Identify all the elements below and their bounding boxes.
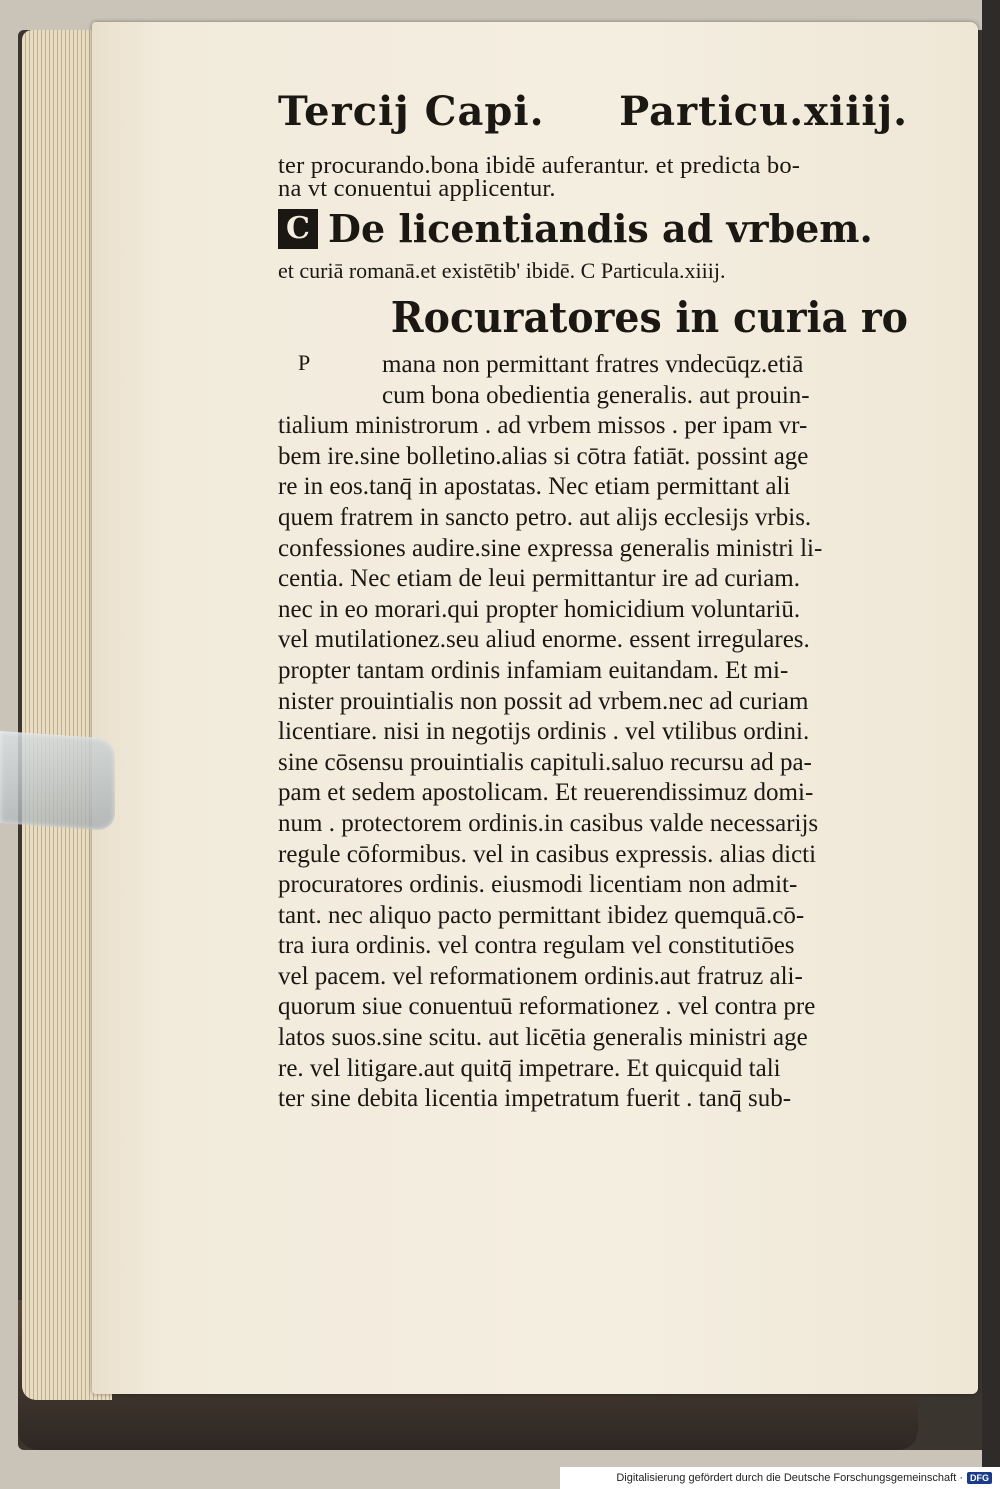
body-line: sine cōsensu prouintialis capituli.saluo recursu ad pa-	[278, 748, 812, 776]
section-heading	[278, 202, 908, 256]
opening-line: Rocuratores in curia ro	[390, 293, 908, 342]
page-text	[278, 88, 908, 1115]
body-line: latos suos.sine scitu. aut licētia generalis ministri age	[278, 1024, 808, 1052]
body-line: pam et sedem apostolicam. Et reuerendissimuz domi-	[278, 779, 814, 807]
body-line: nec in eo morari.qui propter homicidium voluntariū.	[278, 595, 801, 623]
body-line: vel pacem. vel reformationem ordinis.aut fratruz ali-	[278, 962, 803, 990]
body-line: nister prouintialis non possit ad vrbem.nec ad curiam	[278, 687, 809, 715]
body-line: quem fratrem in sancto petro. aut alijs ecclesijs vrbis.	[278, 503, 812, 531]
section-title: De licentiandis ad vrbem.	[328, 206, 873, 251]
intro-line-2: na vt conuentui applicentur.	[278, 175, 556, 202]
initial-letter: P	[298, 350, 311, 375]
body-line: regule cōformibus. vel in casibus expressis. alias dicti	[278, 840, 817, 868]
body-line: procuratores ordinis. eiusmodi licentiam non admit-	[278, 871, 798, 899]
body-line: tant. nec aliquo pacto permittant ibidez quemquā.cō-	[278, 901, 805, 929]
funding-footer	[560, 1467, 1000, 1489]
body-line: centia. Nec etiam de leui permittantur ire ad curiam.	[278, 565, 800, 593]
section-subtitle: et curiā romanā.et existētib' ibidē. C Particula.xiiij.	[278, 258, 726, 283]
body-text	[278, 350, 908, 1115]
body-line: licentiare. nisi in negotijs ordinis . vel vtilibus ordini.	[278, 718, 810, 746]
body-line: ter sine debita licentia impetratum fuerit . tanq̄ sub-	[278, 1085, 792, 1113]
body-line: quorum siue conuentuū reformationez . vel contra pre	[278, 993, 816, 1021]
body-line: bem ire.sine bolletino.alias si cōtra fatiāt. possint age	[278, 442, 809, 470]
body-line: tra iura ordinis. vel contra regulam vel constitutiōes	[278, 932, 795, 960]
body-line: re. vel litigare.aut quitq̄ impetrare. Et quicquid tali	[278, 1054, 781, 1082]
footer-text: Digitalisierung gefördert durch die Deutsche Forschungsgemeinschaft ·	[616, 1472, 963, 1484]
page-clip	[0, 731, 115, 831]
scan-border	[982, 0, 1000, 1489]
body-line: tialium ministrorum . ad vrbem missos . per ipam vr-	[278, 412, 808, 440]
header-right: Particu.xiiij.	[619, 88, 908, 135]
running-header	[278, 88, 908, 150]
body-line: propter tantam ordinis infamiam euitandam. Et mi-	[278, 656, 789, 684]
body-line: vel mutilationez.seu aliud enorme. essent irregulares.	[278, 626, 810, 654]
body-line: confessiones audire.sine expressa generalis ministri li-	[278, 534, 823, 562]
body-line: re in eos.tanq̄ in apostatas. Nec etiam permittant ali	[278, 473, 791, 501]
dfg-logo-icon: DFG	[967, 1472, 992, 1484]
body-line: num . protectorem ordinis.in casibus valde necessarijs	[278, 809, 819, 837]
body-line: mana non permittant fratres vndecūqz.etiā	[382, 351, 804, 378]
paragraph-marker-icon: C	[278, 209, 318, 249]
header-left: Tercij Capi.	[278, 88, 545, 135]
body-line: cum bona obedientia generalis. aut prouin-	[382, 381, 810, 409]
intro-line-1: ter procurando.bona ibidē auferantur. et predicta bo-	[278, 152, 801, 179]
